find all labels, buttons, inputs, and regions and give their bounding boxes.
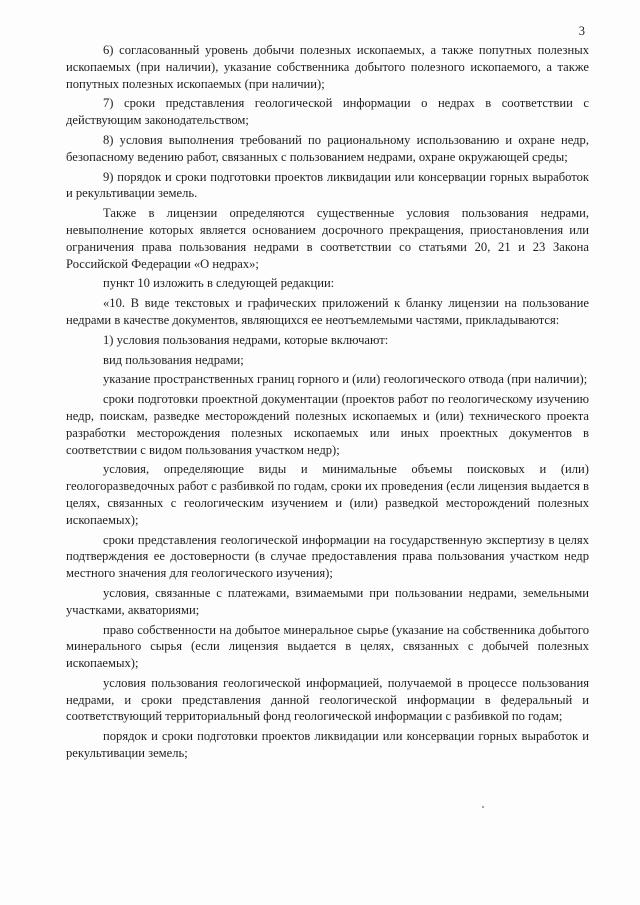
scan-dot	[482, 806, 484, 808]
paragraph: 8) условия выполнения требований по рациональному использованию и охране недр, безопасному ведению работ, связанных с пользованием недрами, охране окружающей среды;	[66, 132, 589, 164]
paragraph: «10. В виде текстовых и графических приложений к бланку лицензии на пользование недрами в качестве документов, являющихся ее неотъемлемыми частями, прикладываются:	[66, 296, 589, 327]
paragraph: право собственности на добытое минеральное сырье (указание на собственника добытого минерального сырья (если лицензия выдается в целях, связанных с добычей полезных ископаемых);	[66, 622, 589, 671]
paragraph: пункт 10 изложить в следующей редакции:	[103, 276, 335, 291]
paragraph: сроки представления геологической информации на государственную экспертизу в целях подтверждения ее достоверности (в случае предоставления права пользования участком недр местного значения для геологического изучения);	[66, 532, 589, 581]
paragraph: условия, определяющие виды и минимальные объемы поисковых и (или) геологоразведочных работ с разбивкой по годам, сроки их проведения (если лицензия выдается в целях, связанных с геологическим изучением и (или) разведкой месторождений полезных ископаемых);	[66, 462, 589, 527]
paragraph: 7) сроки представления геологической информации о недрах в соответствии с действующим законодательством;	[66, 96, 589, 128]
paragraph: 9) порядок и сроки подготовки проектов ликвидации или консервации горных выработок и рекультивации земель.	[66, 169, 589, 201]
paragraph: указание пространственных границ горного и (или) геологического отвода (при наличии);	[103, 372, 588, 387]
paragraph: порядок и сроки подготовки проектов ликвидации или консервации горных выработок и рекультивации земель;	[66, 729, 589, 761]
paragraph: сроки подготовки проектной документации (проектов работ по геологическому изучению недр, поискам, разведке месторождений полезных ископаемых и (или) технического проекта разработки месторождения полезных ископаемых или иных проектных документов в соответствии с видом пользования участком недр);	[66, 392, 589, 457]
paragraph: 1) условия пользования недрами, которые включают:	[103, 332, 389, 347]
paragraph: Также в лицензии определяются существенные условия пользования недрами, невыполнение которых является основанием досрочного прекращения, приостановления или ограничения права пользования недрами в соответствии со статьями 20, 21 и 23 Закона Российской Федерации «О недрах»;	[66, 206, 589, 271]
paragraph: условия пользования геологической информацией, получаемой в процессе пользования недрами, и сроки представления данной геологической информации в федеральный и соответствующий территориальный фонд геологической информации с разбивкой по годам;	[66, 675, 589, 724]
page-number: 3	[578, 24, 585, 38]
document-body	[66, 42, 589, 762]
paragraph: 6) согласованный уровень добычи полезных ископаемых, а также попутных полезных ископаемых (при наличии), указание собственника добытого полезного ископаемого, а также попутных полезных ископаемых (при наличии);	[66, 43, 589, 91]
paragraph: условия, связанные с платежами, взимаемыми при пользовании недрами, земельными участками, акваториями;	[66, 585, 589, 617]
paragraph: вид пользования недрами;	[103, 352, 244, 367]
